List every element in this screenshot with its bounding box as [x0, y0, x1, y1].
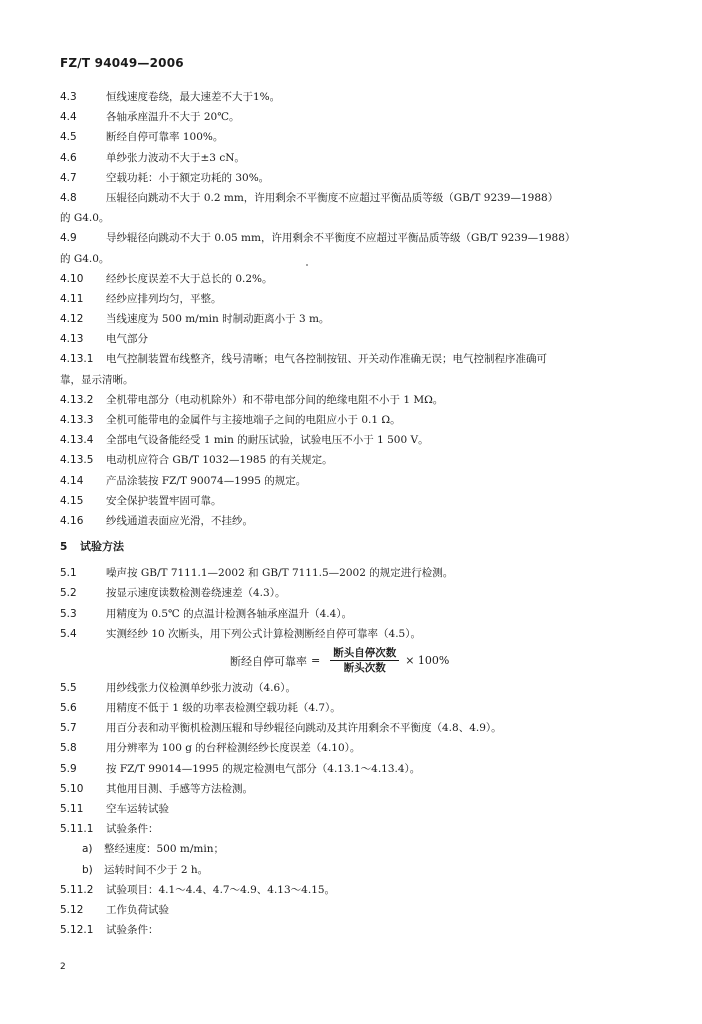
clause-4-3	[60, 87, 660, 107]
clause-number: 4.10	[60, 272, 84, 285]
clause-text: 产品涂装按 FZ/T 90074—1995 的规定。	[106, 474, 307, 487]
condition-b	[60, 860, 660, 880]
clause-text: 用精度为 0.5℃ 的点温计检测各轴承座温升（4.4）。	[106, 607, 353, 620]
clause-number: 4.16	[60, 514, 84, 527]
clause-4-9-continued: 的 G4.0。	[60, 252, 110, 265]
clause-5-7	[60, 718, 660, 738]
clause-text: 全部电气设备能经受 1 min 的耐压试验，试验电压不小于 1 500 V。	[106, 434, 429, 447]
clause-5-11-2	[60, 880, 660, 900]
clause-number: 5.12	[60, 903, 84, 916]
clause-number: 4.5	[60, 131, 77, 144]
clause-number: 4.9	[60, 232, 77, 245]
list-marker: b)	[82, 863, 93, 876]
condition-a	[60, 839, 660, 859]
clause-number: 4.11	[60, 292, 84, 305]
clause-number: 5.11.2	[60, 883, 94, 896]
clause-number: 4.13.5	[60, 454, 94, 467]
clause-number: 4.13.4	[60, 434, 94, 447]
clause-number: 4.13.1	[60, 353, 94, 366]
clause-number: 5.11.1	[60, 823, 94, 836]
clause-4-8	[60, 188, 660, 208]
page-number: 2	[60, 962, 66, 972]
clause-5-12-1	[60, 920, 660, 940]
clause-5-5	[60, 678, 660, 698]
clause-4-5	[60, 127, 660, 147]
clause-4-12	[60, 309, 660, 329]
clause-4-13-1	[60, 349, 660, 369]
clause-text: 纱线通道表面应光滑，不挂纱。	[106, 514, 253, 527]
clause-5-2	[60, 583, 660, 603]
clause-text: 全机可能带电的金属件与主接地端子之间的电阻应小于 0.1 Ω。	[106, 414, 401, 426]
clause-text: 按显示速度读数检测卷绕速差（4.3）。	[106, 587, 286, 600]
clause-5-8	[60, 738, 660, 758]
clause-number: 4.13.3	[60, 414, 94, 426]
formula-multiplier: × 100%	[405, 654, 450, 668]
clause-4-13-5	[60, 450, 660, 470]
clause-text: 单纱张力波动不大于±3 cN。	[106, 151, 245, 164]
clause-text: 电动机应符合 GB/T 1032—1985 的有关规定。	[106, 454, 333, 467]
clause-4-8-continued: 的 G4.0。	[60, 212, 110, 225]
document-body	[60, 87, 660, 940]
clause-4-9	[60, 228, 660, 248]
clause-5-4	[60, 624, 660, 644]
section-5-heading	[60, 531, 660, 563]
clause-text: 其他用目测、手感等方法检测。	[106, 782, 253, 795]
clause-5-6	[60, 698, 660, 718]
clause-number: 4.15	[60, 494, 84, 507]
clause-number: 5.6	[60, 702, 77, 715]
formula-lhs: 断经自停可靠率	[230, 654, 307, 668]
clause-4-13-1-continued: 靠，显示清晰。	[60, 373, 134, 386]
clause-number: 5.11	[60, 803, 84, 815]
clause-text: 用精度不低于 1 级的功率表检测空载功耗（4.7）。	[106, 702, 341, 715]
clause-text: 空载功耗：小于额定功耗的 30%。	[106, 171, 270, 184]
list-text: 整经速度：500 m/min；	[104, 843, 224, 856]
clause-5-9	[60, 759, 660, 779]
clause-4-13-4	[60, 430, 660, 450]
clause-number: 5.1	[60, 567, 77, 580]
clause-number: 4.13.2	[60, 393, 94, 406]
reliability-formula	[60, 644, 660, 678]
clause-4-10	[60, 269, 660, 289]
clause-5-11-1	[60, 819, 660, 839]
formula-equals: =	[311, 654, 321, 668]
clause-text: 按 FZ/T 99014—1995 的规定检测电气部分（4.13.1～4.13.4）。	[106, 762, 421, 775]
standard-number-header: FZ/T 94049—2006	[60, 56, 184, 70]
clause-number: 4.7	[60, 171, 77, 184]
scan-dot-mark	[306, 264, 308, 266]
clause-number: 4.6	[60, 151, 77, 164]
clause-text: 经纱长度误差不大于总长的 0.2%。	[106, 272, 273, 285]
clause-4-15	[60, 491, 660, 511]
formula-denominator: 断头次数	[343, 662, 386, 675]
clause-number: 4.12	[60, 313, 84, 326]
clause-number: 4.4	[60, 111, 77, 124]
clause-number: 4.3	[60, 91, 77, 103]
clause-text: 导纱辊径向跳动不大于 0.05 mm，许用剩余不平衡度不应超过平衡品质等级（GB/T 9239—1988）	[106, 232, 576, 245]
clause-4-13-3	[60, 410, 660, 430]
clause-text: 空车运转试验	[106, 803, 169, 815]
clause-number: 5.12.1	[60, 924, 94, 937]
clause-4-14	[60, 471, 660, 491]
clause-text: 实测经纱 10 次断头，用下列公式计算检测断经自停可靠率（4.5）。	[106, 627, 421, 640]
clause-4-7	[60, 168, 660, 188]
clause-text: 当线速度为 500 m/min 时制动距离小于 3 m。	[106, 313, 330, 326]
clause-text: 用分辨率为 100 g 的台秤检测经纱长度误差（4.10）。	[106, 742, 361, 755]
clause-number: 5.7	[60, 722, 77, 735]
clause-text: 各轴承座温升不大于 20℃。	[106, 111, 240, 124]
clause-text: 压辊径向跳动不大于 0.2 mm，许用剩余不平衡度不应超过平衡品质等级（GB/T 9239—1988）	[106, 191, 559, 204]
clause-text: 噪声按 GB/T 7111.1—2002 和 GB/T 7111.5—2002 的规定进行检测。	[106, 567, 454, 580]
list-marker: a)	[82, 843, 93, 856]
clause-4-13-2	[60, 390, 660, 410]
clause-4-4	[60, 107, 660, 127]
clause-number: 4.14	[60, 474, 84, 487]
clause-number: 5.8	[60, 742, 77, 755]
formula-fraction	[330, 646, 399, 675]
clause-number: 5.3	[60, 607, 77, 620]
clause-text: 电气控制装置布线整齐，线号清晰；电气各控制按钮、开关动作准确无误；电气控制程序准确可	[106, 353, 547, 366]
clause-number: 5.4	[60, 627, 77, 640]
section-number: 5	[60, 541, 68, 554]
clause-text: 恒线速度卷绕，最大速差不大于1%。	[106, 91, 281, 103]
clause-4-11	[60, 289, 660, 309]
clause-5-10	[60, 779, 660, 799]
clause-number: 5.10	[60, 782, 84, 795]
clause-5-12	[60, 900, 660, 920]
clause-text: 断经自停可靠率 100%。	[106, 131, 224, 144]
clause-5-11	[60, 799, 660, 819]
clause-4-6	[60, 148, 660, 168]
clause-5-3	[60, 604, 660, 624]
clause-text: 用纱线张力仪检测单纱张力波动（4.6）。	[106, 681, 296, 694]
clause-text: 经纱应排列均匀，平整。	[106, 292, 222, 305]
clause-text: 试验条件：	[106, 924, 159, 937]
clause-text: 安全保护装置牢固可靠。	[106, 494, 222, 507]
section-title: 试验方法	[80, 540, 124, 554]
clause-number: 4.13	[60, 333, 84, 346]
clause-text: 试验项目：4.1～4.4、4.7～4.9、4.13～4.15。	[106, 883, 336, 896]
clause-number: 5.2	[60, 587, 77, 600]
formula-numerator: 断头自停次数	[330, 646, 399, 661]
list-text: 运转时间不少于 2 h。	[104, 863, 209, 876]
clause-text: 全机带电部分（电动机除外）和不带电部分间的绝缘电阻不小于 1 MΩ。	[106, 393, 444, 406]
clause-text: 试验条件：	[106, 823, 159, 836]
clause-4-13	[60, 329, 660, 349]
clause-number: 5.9	[60, 762, 77, 775]
clause-4-16	[60, 511, 660, 531]
clause-5-1	[60, 563, 660, 583]
clause-text: 电气部分	[106, 333, 148, 346]
clause-number: 4.8	[60, 191, 77, 204]
clause-number: 5.5	[60, 681, 77, 694]
clause-text: 工作负荷试验	[106, 903, 169, 916]
clause-text: 用百分表和动平衡机检测压辊和导纱辊径向跳动及其许用剩余不平衡度（4.8、4.9）。	[106, 722, 502, 735]
